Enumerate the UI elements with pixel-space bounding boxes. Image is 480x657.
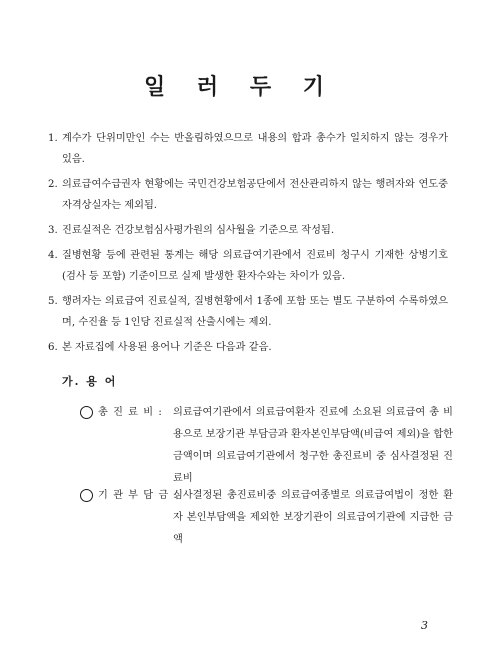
note-item — [48, 291, 448, 333]
note-text: 행려자는 의료급여 진료실적, 질병현황에서 1종에 포함 또는 별도 구분하여 수록하였으며, 수진율 등 1인당 진료실적 산출시에는 제외. — [62, 296, 448, 328]
note-item — [48, 337, 448, 358]
note-item — [48, 220, 448, 241]
note-number: 6. — [48, 342, 58, 353]
note-item — [48, 128, 448, 170]
circle-bullet-icon — [80, 406, 93, 419]
page-number: 3 — [421, 619, 428, 632]
glossary-definition: 의료급여기관에서 의료급여환자 진료에 소요된 의료급여 총 비용으로 보장기관 부담금과 환자본인부담액(비급여 제외)을 합한 금액이며 의료급여기관에서 청구한 총진료비 중 심사결정된 진료비 — [173, 407, 454, 484]
glossary-heading: 가. 용 어 — [62, 375, 118, 388]
note-text: 진료실적은 건강보험심사평가원의 심사월을 기준으로 작성됨. — [62, 225, 335, 236]
note-number: 4. — [48, 250, 58, 261]
notes-list — [48, 128, 448, 362]
note-item — [48, 245, 448, 287]
glossary-term: 총 진 료 비 : — [98, 407, 163, 418]
note-text: 본 자료집에 사용된 용어나 기준은 다음과 같음. — [62, 342, 272, 353]
circle-bullet-icon — [80, 489, 93, 502]
note-item — [48, 174, 448, 216]
note-text: 질병현황 등에 관련된 통계는 해당 의료급여기관에서 진료비 청구시 기재한 상병기호(검사 등 포함) 기준이므로 실제 발생한 환자수와는 차이가 있음. — [62, 250, 448, 282]
note-number: 2. — [48, 179, 58, 190]
note-number: 5. — [48, 296, 58, 307]
note-text: 의료급여수급권자 현황에는 국민건강보험공단에서 전산관리하지 않는 행려자와 연도중 자격상실자는 제외됨. — [62, 179, 448, 211]
note-number: 1. — [48, 133, 58, 144]
note-text: 계수가 단위미만인 수는 반올림하였으므로 내용의 합과 총수가 일치하지 않는 경우가 있음. — [62, 133, 448, 165]
glossary-term: 기 관 부 담 금 : — [98, 490, 178, 501]
note-number: 3. — [48, 225, 58, 236]
glossary-definition: 심사결정된 총진료비중 의료급여종별로 의료급여법이 정한 환자 본인부담액을 제외한 보장기관이 의료급여기관에 지급한 금액 — [173, 490, 453, 545]
page-title: 일 러 두 기 — [144, 74, 336, 100]
